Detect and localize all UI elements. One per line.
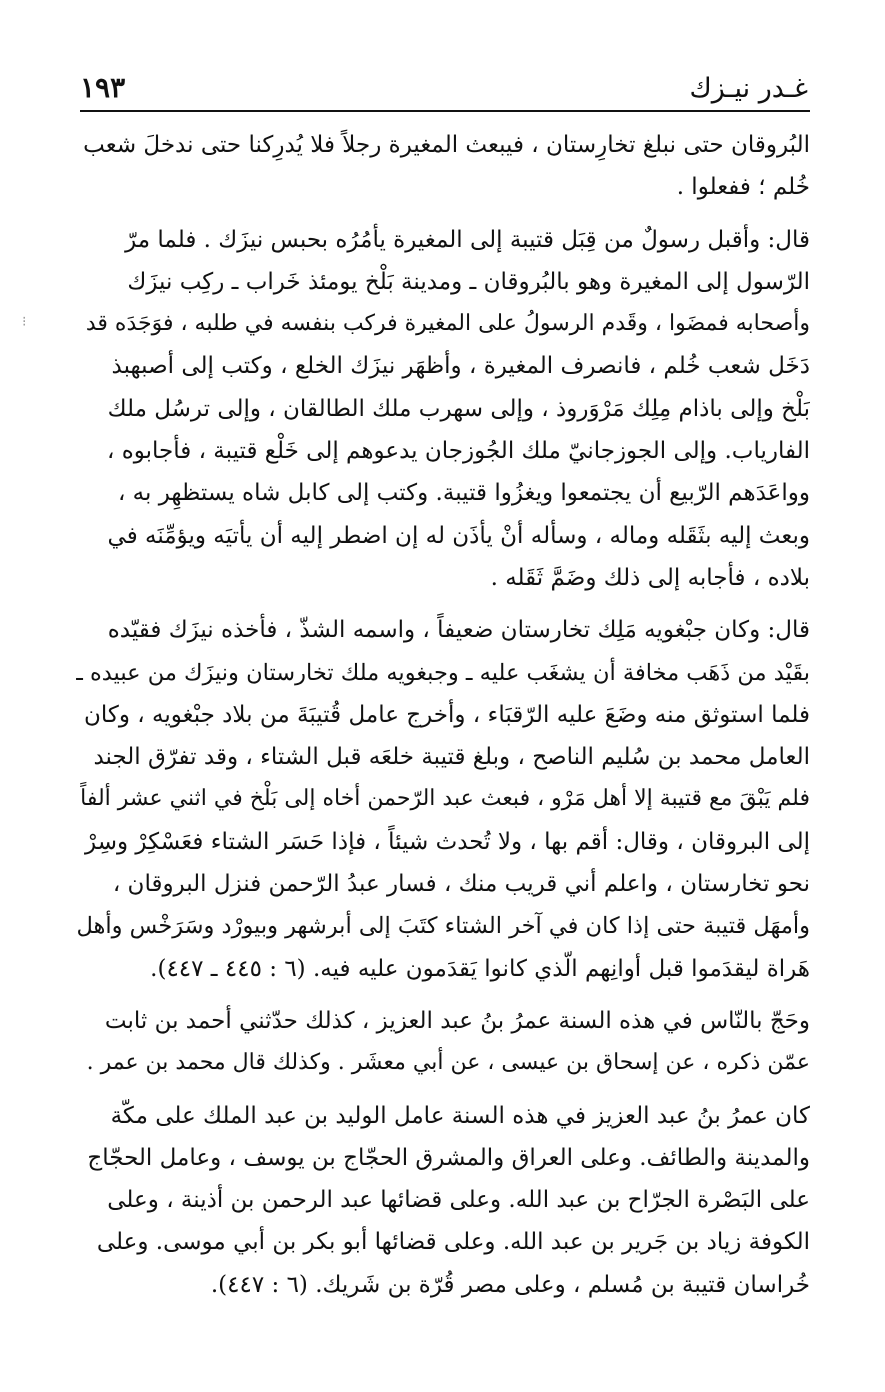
text-line: خُراسان قتيبة بن مُسلم ، وعلى مصر قُرّة بن شَريك. (٦ : ٤٤٧).	[210, 1271, 810, 1298]
text-line: بَلْخ وإلى باذام مِلِك مَرْوَروذ ، وإلى سهرب ملك الطالقان ، وإلى ترسُل ملك	[107, 395, 810, 422]
page-number: ١٩٣	[80, 71, 126, 104]
text-line: وحَجّ بالنّاس في هذه السنة عمرُ بنُ عبد العزيز ، كذلك حدّثني أحمد بن ثابت	[104, 1007, 810, 1034]
text-line: العامل محمد بن سُليم الناصح ، وبلغ قتيبة خلعَه قبل الشتاء ، وقد تفرّق الجند	[93, 744, 810, 771]
text-line: قال: وأقبل رسولٌ من قِبَل قتيبة إلى المغيرة يأمُرُه بحبس نيزَك . فلما مرّ	[125, 226, 810, 253]
text-line: عمّن ذكره ، عن إسحاق بن عيسى ، عن أبي معشَر . وكذلك قال محمد بن عمر .	[86, 1050, 810, 1076]
text-line: إلى البروقان ، وقال: أقم بها ، ولا تُحدث شيئاً ، فإذا حَسَر الشتاء فعَسْكِرْ وسِرْ	[85, 828, 810, 855]
text-line: كان عمرُ بنُ عبد العزيز في هذه السنة عامل الوليد بن عبد الملك على مكّة	[110, 1102, 810, 1129]
running-title: غـدر نيـزك	[689, 73, 808, 104]
text-line: البُروقان حتى نبلغ تخارِستان ، فيبعث المغيرة رجلاً فلا يُدرِكنا حتى ندخلَ شعب	[83, 132, 810, 158]
text-line: على البَصْرة الجرّاح بن عبد الله. وعلى قضائها عبد الرحمن بن أذينة ، وعلى	[107, 1187, 810, 1214]
paragraph	[74, 124, 810, 209]
paragraph	[74, 1000, 810, 1085]
text-line: فلما استوثق منه وضَعَ عليه الرّقبَاء ، وأخرج عامل قُتيبَةَ من بلاد جبْغويه ، وكان	[84, 701, 810, 728]
paragraph	[74, 609, 810, 990]
text-line: فلم يَبْقَ مع قتيبة إلا أهل مَرْو ، فبعث عبد الرّحمن أخاه إلى بَلْخ في اثني عشر ألفاً	[80, 786, 810, 812]
text-line: وأصحابه فمضَوا ، وقَدم الرسولُ على المغيرة فركب بنفسه في طلبه ، فوَجَدَه قد	[85, 311, 810, 337]
text-line: بلاده ، فأجابه إلى ذلك وضَمَّ ثَقَله .	[490, 564, 810, 591]
text-line: والمدينة والطائف. وعلى العراق والمشرق الحجّاج بن يوسف ، وعامل الحجّاج	[87, 1144, 810, 1171]
page-body	[74, 124, 810, 1316]
paragraph	[74, 219, 810, 600]
paragraph	[74, 1095, 810, 1306]
text-line: وأمهَل قتيبة حتى إذا كان في آخر الشتاء كتَبَ إلى أبرشهر وبيورْد وسَرَخْس وأهل	[76, 913, 810, 940]
text-line: قال: وكان جبْغويه مَلِك تخارستان ضعيفاً ، واسمه الشذّ ، فأخذه نيزَك فقيّده	[107, 617, 810, 644]
text-line: بقَيْد من ذَهَب مخافة أن يشغَب عليه ـ وجبغويه ملك تخارستان ونيزَك من عبيده ـ	[76, 659, 810, 686]
text-line: دَخَل شعب خُلم ، فانصرف المغيرة ، وأظهَر نيزَك الخلع ، وكتب إلى أصبهبذ	[111, 353, 810, 380]
margin-mark: ⁝	[22, 314, 27, 330]
text-line: الفارياب. وإلى الجوزجانيّ ملك الجُوزجان يدعوهم إلى خَلْع قتيبة ، فأجابوه ،	[106, 438, 810, 465]
text-line: الرّسول إلى المغيرة وهو بالبُروقان ـ ومدينة بَلْخ يومئذ خَراب ـ ركِب نيزَك	[127, 268, 810, 295]
text-line: وبعث إليه بثَقَله وماله ، وسأله أنْ يأذَن له إن اضطر إليه أن يأتيَه ويؤمِّنَه في	[107, 522, 810, 549]
page-header	[80, 68, 808, 104]
text-line: وواعَدَهم الرّبيع أن يجتمعوا ويغزُوا قتيبة. وكتب إلى كابل شاه يستظهِر به ،	[117, 480, 810, 507]
text-line: هَراة ليقدَموا قبل أوانِهم الّذي كانوا يَقدَمون عليه فيه. (٦ : ٤٤٥ ـ ٤٤٧).	[150, 955, 810, 982]
header-rule	[80, 110, 810, 112]
text-line: الكوفة زياد بن جَرير بن عبد الله. وعلى قضائها أبو بكر بن أبي موسى. وعلى	[96, 1229, 810, 1256]
text-line: نحو تخارستان ، واعلم أني قريب منك ، فسار عبدُ الرّحمن فنزل البروقان ،	[112, 871, 810, 898]
text-line: خُلم ؛ ففعلوا .	[676, 174, 810, 201]
